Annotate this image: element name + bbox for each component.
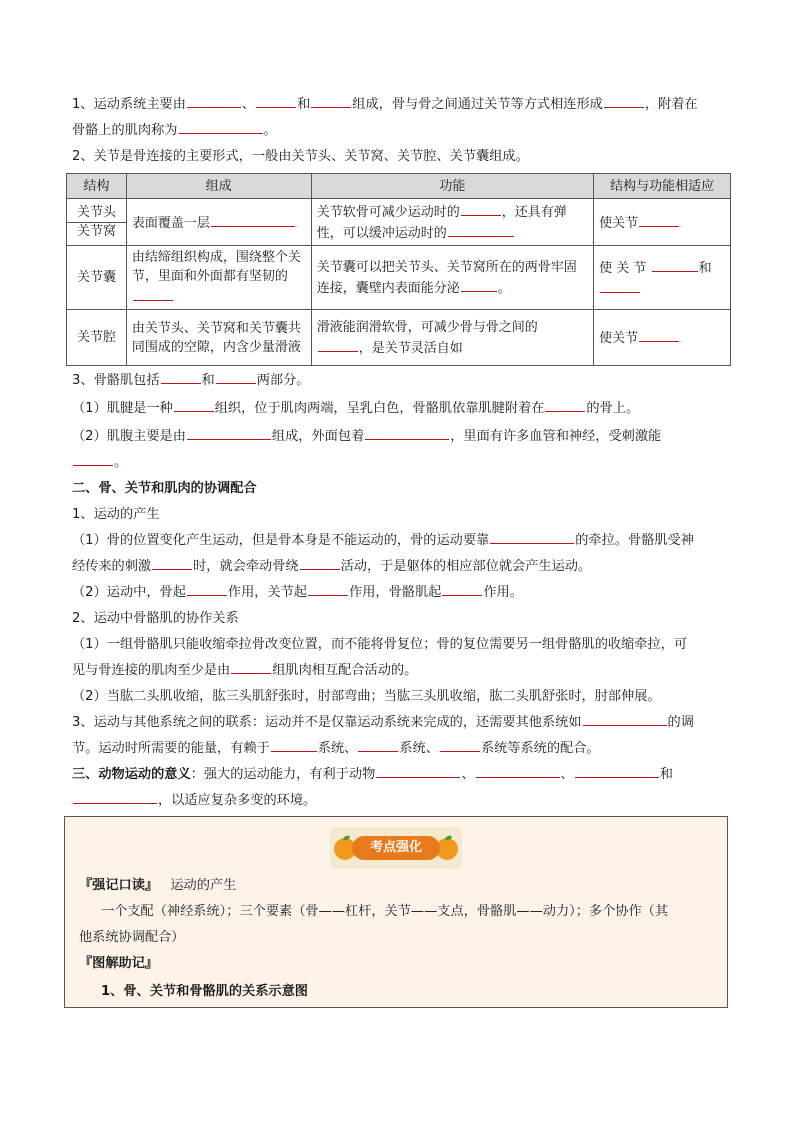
answer-blank[interactable] xyxy=(174,397,214,412)
composition-cell: 由结缔组织构成，围绕整个关节，里面和外面都有坚韧的 xyxy=(126,246,311,310)
answer-blank[interactable] xyxy=(161,369,201,384)
col-header: 结构 xyxy=(67,174,127,199)
question-3: 3、骨骼肌包括 和 两部分。 xyxy=(72,368,726,394)
answer-blank[interactable] xyxy=(187,93,241,108)
question-2: 2、关节是骨连接的主要形式，一般由关节头、关节窝、关节腔、关节囊组成。 xyxy=(72,149,529,164)
function-cell: 关节软骨可减少运动时的 ，还具有弹性，可以缓冲运动时的 xyxy=(311,199,593,246)
answer-blank[interactable] xyxy=(583,711,667,726)
answer-blank[interactable] xyxy=(440,737,480,752)
answer-blank[interactable] xyxy=(187,581,227,596)
col-header: 组成 xyxy=(126,174,311,199)
badge-banner xyxy=(330,827,462,869)
function-cell: 滑液能润滑软骨，可减少骨与骨之间的 ，是关节灵活自如 xyxy=(311,310,593,366)
question-3-2: （2）肌腹主要是由 组成，外面包着 ，里面有许多血管和神经，受刺激能 。 xyxy=(72,424,726,476)
answer-blank[interactable] xyxy=(179,119,263,134)
answer-blank[interactable] xyxy=(604,93,644,108)
joint-structure-table xyxy=(66,173,731,366)
answer-blank[interactable] xyxy=(461,277,497,292)
answer-blank[interactable] xyxy=(442,581,482,596)
answer-blank[interactable] xyxy=(448,222,514,237)
answer-blank[interactable] xyxy=(308,581,348,596)
answer-blank[interactable] xyxy=(231,659,271,674)
answer-blank[interactable] xyxy=(639,327,679,342)
structure-cell: 关节囊 xyxy=(67,246,127,310)
worksheet xyxy=(72,92,726,814)
paragraph-3: （1）一组骨骼肌只能收缩牵拉骨改变位置，而不能将骨复位；骨的复位需要另一组骨骼肌的收缩牵拉，可 见与骨连接的肌肉至少是由 组肌肉相互配合活动的。 xyxy=(72,637,688,678)
answer-blank[interactable] xyxy=(216,369,256,384)
answer-blank[interactable] xyxy=(187,425,271,440)
answer-blank[interactable] xyxy=(376,763,460,778)
table-row xyxy=(67,199,731,246)
composition-cell: 由关节头、关节窝和关节囊共同围成的空隙，内含少量滑液 xyxy=(126,310,311,366)
adapt-cell: 使 关 节 和 xyxy=(594,246,731,310)
answer-blank[interactable] xyxy=(133,286,173,301)
memo-text-cont: 他系统协调配合） xyxy=(79,930,185,945)
answer-blank[interactable] xyxy=(256,93,296,108)
paragraph-2: （2）运动中，骨起 作用，关节起 作用，骨骼肌起 作用。 xyxy=(72,580,726,606)
answer-blank[interactable] xyxy=(300,555,340,570)
answer-blank[interactable] xyxy=(575,763,659,778)
adapt-cell: 使关节 xyxy=(594,310,731,366)
structure-cell: 关节腔 xyxy=(67,310,127,366)
answer-blank[interactable] xyxy=(311,93,351,108)
diagram-title: 1、骨、关节和骨骼肌的关系示意图 xyxy=(101,984,308,999)
paragraph-4: （2）当肱二头肌收缩，肱三头肌舒张时，肘部弯曲；当肱三头肌收缩，肱二头肌舒张时，肘部伸展。 xyxy=(72,689,661,704)
answer-blank[interactable] xyxy=(461,201,501,216)
memo-heading: 『强记口读』 运动的产生 xyxy=(79,878,237,893)
answer-blank[interactable] xyxy=(73,789,157,804)
answer-blank[interactable] xyxy=(652,257,698,272)
answer-blank[interactable] xyxy=(152,555,192,570)
col-header: 功能 xyxy=(311,174,593,199)
paragraph-5: 3、运动与其他系统之间的联系：运动并不是仅靠运动系统来完成的，还需要其他系统如 的调 节。运动时所需要的能量，有赖于 系统、 系统、 系统等系统的配合。 xyxy=(72,710,726,762)
answer-blank[interactable] xyxy=(365,425,449,440)
badge-title: 考点强化 xyxy=(352,836,440,860)
question-1-cont: 骨骼上的肌肉称为 。 xyxy=(72,118,726,144)
paragraph-6: 三、动物运动的意义：强大的运动能力，有利于动物 、 、 和 ，以适应复杂多变的环境。 xyxy=(72,762,726,814)
answer-blank[interactable] xyxy=(639,212,679,227)
memo-text: 一个支配（神经系统）；三个要素（骨——杠杆，关节——支点，骨骼肌——动力）；多个协作（其 xyxy=(101,904,669,919)
structure-cell: 关节头 关节窝 xyxy=(67,199,127,246)
answer-blank[interactable] xyxy=(318,337,358,352)
answer-blank[interactable] xyxy=(73,451,113,466)
section-title-2: 二、骨、关节和肌肉的协调配合 xyxy=(72,481,257,496)
key-points-box xyxy=(64,816,728,1008)
answer-blank[interactable] xyxy=(600,278,640,293)
table-row xyxy=(67,310,731,366)
subheading-coordination: 2、运动中骨骼肌的协作关系 xyxy=(72,611,239,626)
function-cell: 关节囊可以把关节头、关节窝所在的两骨牢固连接，囊壁内表面能分泌 。 xyxy=(311,246,593,310)
col-header: 结构与功能相适应 xyxy=(594,174,731,199)
paragraph-1: （1）骨的位置变化产生运动，但是骨本身是不能运动的，骨的运动要靠 的牵拉。骨骼肌受神 经传来的刺激 时，就会牵动骨绕 活动，于是躯体的相应部位就会产生运动。 xyxy=(72,528,726,580)
subheading-movement: 1、运动的产生 xyxy=(72,507,160,522)
answer-blank[interactable] xyxy=(490,529,574,544)
table-header-row xyxy=(67,174,731,199)
answer-blank[interactable] xyxy=(211,212,295,227)
answer-blank[interactable] xyxy=(545,397,585,412)
answer-blank[interactable] xyxy=(476,763,560,778)
adapt-cell: 使关节 xyxy=(594,199,731,246)
question-3-1: （1）肌腱是一种 组织，位于肌肉两端，呈乳白色，骨骼肌依靠肌腱附着在 的骨上。 xyxy=(72,396,726,422)
table-row xyxy=(67,246,731,310)
composition-cell: 表面覆盖一层 xyxy=(126,199,311,246)
answer-blank[interactable] xyxy=(271,737,317,752)
answer-blank[interactable] xyxy=(358,737,398,752)
diagram-heading: 『图解助记』 xyxy=(79,956,159,971)
question-1: 1、运动系统主要由 、 和 组成，骨与骨之间通过关节等方式相连形成 ，附着在 xyxy=(72,92,726,118)
